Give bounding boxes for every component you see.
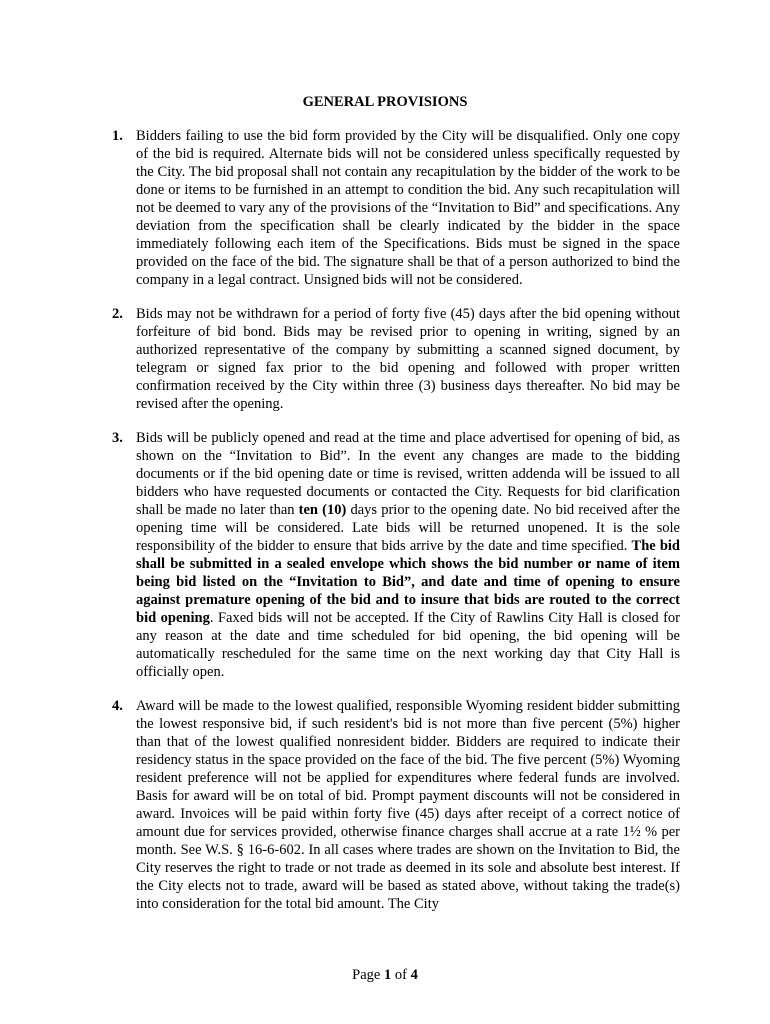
page-number-current: 1 [383,967,392,983]
page-label: Page [352,967,384,983]
page-footer [0,966,770,984]
provision-text-segment: . Faxed bids will not be accepted. If the City of Rawlins City Hall is closed for any reason at the date and time scheduled for bid opening, the bid opening will be automatically rescheduled for the same time on the next working day that City Hall is officially open. [136,610,680,681]
provision-text-segment: Bids may not be withdrawn for a period of forty five (45) days after the bid opening without forfeiture of bid bond. Bids may be revised prior to opening in writing, signed by an authorized representative of the company by submitting a scanned signed document, by telegram or signed fax prior to the bid opening and followed with proper written confirmation received by the City within three (3) business days thereafter. No bid may be revised after the opening. [136,305,680,413]
provision-list [112,127,680,929]
provision-text [136,127,680,289]
provision-text [136,697,680,914]
provision-text-segment: days prior to the opening date. No bid received after the opening time will be considered. Late bids will be returned unopened. It is the sole responsibility of the bidder to ensure that bids arrive by the date and time specified. [136,501,680,554]
provision-number: 3. [112,429,123,446]
provision-text [136,429,680,682]
provision-text-segment: Bidders failing to use the bid form provided by the City will be disqualified. Only one copy of the bid is required. Alternate bids will not be considered unless specifically requested by the City. The bid proposal shall not contain any recapitulation by the bidder of the work to be done or items to be furnished in an attempt to condition the bid. Any such recapitulation will not be deemed to vary any of the provisions of the “Invitation to Bid” and specifications. Any deviation from the specification shall be clearly indicated by the bidder in the space immediately following each item of the Specifications. Bids must be signed in the space provided on the face of the bid. The signature shall be that of a person authorized to bind the company in a legal contract. Unsigned bids will not be considered. [136,128,680,289]
provision-text-bold: ten (10) [298,501,347,518]
provision-item [112,305,680,413]
provision-text-segment: Award will be made to the lowest qualified, responsible Wyoming resident bidder submitting the lowest responsive bid, if such resident's bid is not more than five percent (5%) higher than that of the lowest qualified nonresident bidder. Bidders are required to indicate their residency status in the space provided on the face of the bid. The five percent (5%) Wyoming resident preference will not be applied for expenditures where federal funds are involved. Basis for award will be on total of bid. Prompt payment discounts will not be considered in award. Invoices will be paid within forty five (45) days after receipt of a correct notice of amount due for services provided, otherwise finance charges shall accrue at a rate 1½ % per month. See W.S. § 16-6-602. In all cases where trades are shown on the Invitation to Bid, the City reserves the right to trade or not trade as deemed in its sole and absolute best interest. If the City elects not to trade, award will be based as stated above, without taking the trade(s) into consideration for the total bid amount. The City [136,697,680,913]
provision-item [112,697,680,914]
page-title: GENERAL PROVISIONS [302,94,468,110]
provision-item [112,429,680,682]
page-number-total: 4 [410,967,418,983]
provision-text-segment: Bids will be publicly opened and read at the time and place advertised for opening of bid, as shown on the “Invitation to Bid”. In the event any changes are made to the bidding documents or if the bid opening date or time is revised, written addenda will be issued to all bidders who have requested documents or contacted the City. Requests for bid clarification shall be made no later than [136,429,680,518]
provision-text-bold: The bid shall be submitted in a sealed envelope which shows the bid number or name of item being bid listed on the “Invitation to Bid”, and date and time of opening to ensure against premature opening of the bid and to insure that bids are routed to the correct bid opening [136,537,680,627]
provision-number: 4. [112,697,123,714]
provision-text [136,305,680,413]
provision-number: 1. [112,128,123,144]
page-of-label: of [391,967,411,983]
provision-item [112,127,680,289]
provision-number: 2. [112,305,123,322]
